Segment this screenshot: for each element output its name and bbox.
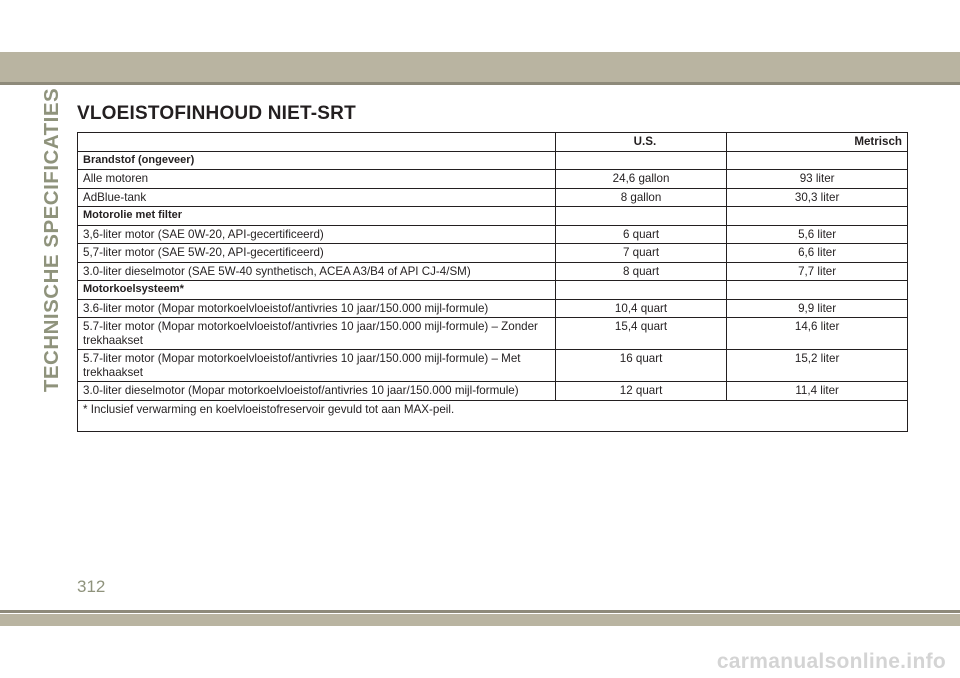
page-title: VLOEISTOFINHOUD NIET-SRT (77, 103, 356, 124)
table-row (78, 299, 908, 318)
row-us-value: 6 quart (555, 225, 726, 244)
table-row (78, 225, 908, 244)
header-rule (0, 82, 960, 85)
row-metric-value: 14,6 liter (727, 318, 908, 350)
empty-cell (727, 151, 908, 170)
category-row (78, 151, 908, 170)
category-row (78, 207, 908, 226)
row-us-value: 16 quart (555, 350, 726, 382)
table-row (78, 244, 908, 263)
table-row (78, 188, 908, 207)
row-us-value: 24,6 gallon (555, 170, 726, 189)
empty-cell (555, 207, 726, 226)
header-metric: Metrisch (727, 133, 908, 152)
table-header-row (78, 133, 908, 152)
category-label: Motorkoelsysteem* (78, 281, 556, 300)
table-row (78, 262, 908, 281)
empty-cell (727, 207, 908, 226)
category-label: Motorolie met filter (78, 207, 556, 226)
side-section-title (40, 87, 64, 393)
row-description: 5.7-liter motor (Mopar motorkoelvloeistof/antivries 10 jaar/150.000 mijl-formule) – Zonder trekhaakset (78, 318, 556, 350)
row-us-value: 8 gallon (555, 188, 726, 207)
row-description: 3.0-liter dieselmotor (SAE 5W-40 synthetisch, ACEA A3/B4 of API CJ-4/SM) (78, 262, 556, 281)
table-row (78, 382, 908, 401)
side-section-title-text: TECHNISCHE SPECIFICATIES (40, 87, 63, 393)
row-metric-value: 11,4 liter (727, 382, 908, 401)
row-description: 5.7-liter motor (Mopar motorkoelvloeistof/antivries 10 jaar/150.000 mijl-formule) – Met trekhaakset (78, 350, 556, 382)
row-metric-value: 6,6 liter (727, 244, 908, 263)
empty-cell (727, 281, 908, 300)
row-us-value: 8 quart (555, 262, 726, 281)
row-metric-value: 93 liter (727, 170, 908, 189)
page-number: 312 (77, 577, 106, 596)
footnote-row (78, 400, 908, 431)
row-metric-value: 5,6 liter (727, 225, 908, 244)
row-us-value: 10,4 quart (555, 299, 726, 318)
row-us-value: 7 quart (555, 244, 726, 263)
row-description: 3.0-liter dieselmotor (Mopar motorkoelvloeistof/antivries 10 jaar/150.000 mijl-formule) (78, 382, 556, 401)
row-metric-value: 9,9 liter (727, 299, 908, 318)
table-row (78, 170, 908, 189)
row-description: Alle motoren (78, 170, 556, 189)
empty-cell (555, 151, 726, 170)
watermark: carmanualsonline.info (716, 650, 946, 673)
row-description: 5,7-liter motor (SAE 5W-20, API-gecertificeerd) (78, 244, 556, 263)
empty-cell (555, 281, 726, 300)
row-us-value: 15,4 quart (555, 318, 726, 350)
row-metric-value: 30,3 liter (727, 188, 908, 207)
row-metric-value: 7,7 liter (727, 262, 908, 281)
row-description: AdBlue-tank (78, 188, 556, 207)
header-band (0, 52, 960, 82)
table-row (78, 350, 908, 382)
footnote: * Inclusief verwarming en koelvloeistofreservoir gevuld tot aan MAX-peil. (78, 400, 908, 431)
row-metric-value: 15,2 liter (727, 350, 908, 382)
category-label: Brandstof (ongeveer) (78, 151, 556, 170)
footer-band (0, 614, 960, 626)
row-us-value: 12 quart (555, 382, 726, 401)
table-row (78, 318, 908, 350)
category-row (78, 281, 908, 300)
row-description: 3,6-liter motor (SAE 0W-20, API-gecertificeerd) (78, 225, 556, 244)
fluid-capacity-table (77, 132, 908, 432)
header-us: U.S. (555, 133, 726, 152)
row-description: 3.6-liter motor (Mopar motorkoelvloeistof/antivries 10 jaar/150.000 mijl-formule) (78, 299, 556, 318)
header-desc-cell (78, 133, 556, 152)
footer-rule (0, 610, 960, 613)
